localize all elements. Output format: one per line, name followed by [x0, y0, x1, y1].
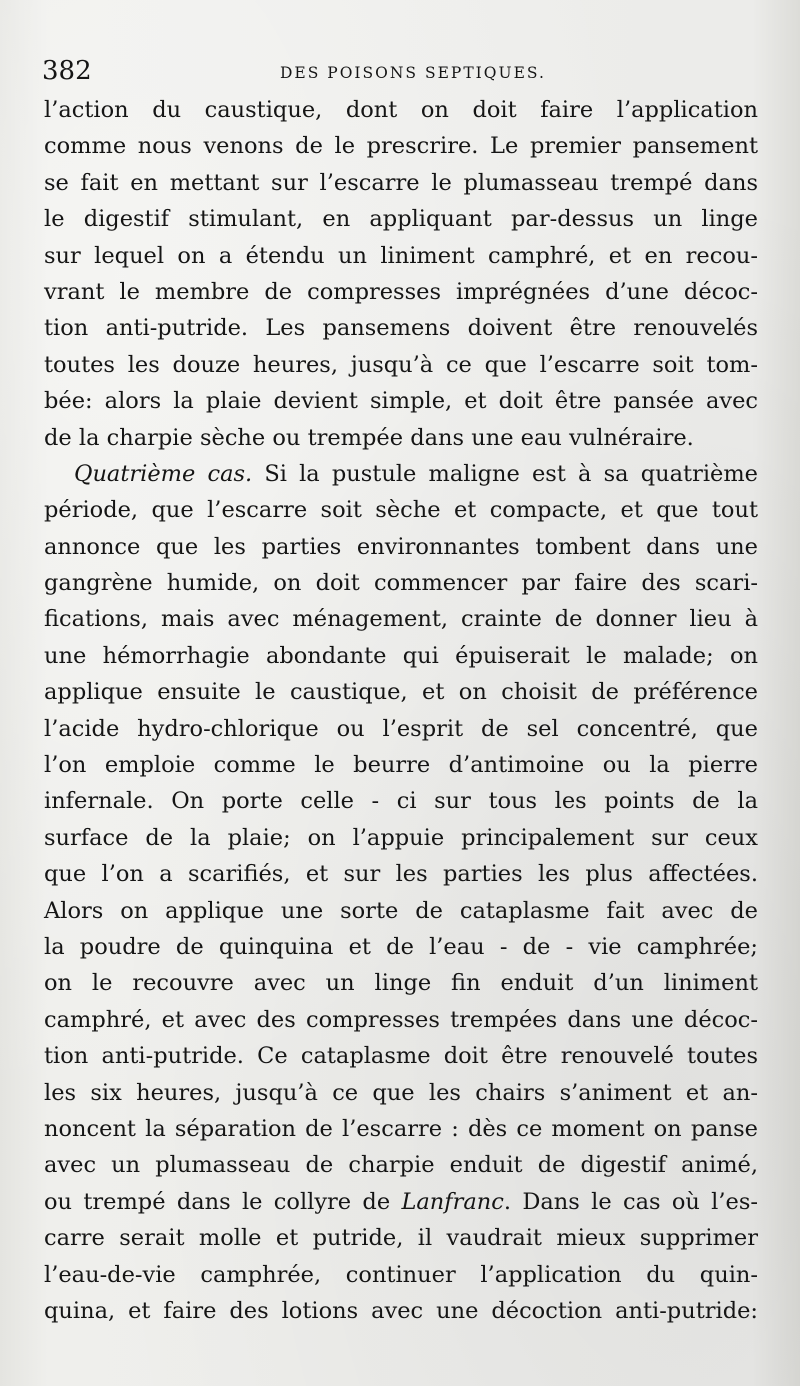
text-line: comme nous venons de le prescrire. Le premier pansement	[44, 133, 758, 160]
paragraph-start-line: Quatrième cas. Si la pustule maligne est à sa quatrième	[74, 460, 758, 487]
text-line: noncent la séparation de l’escarre : dès ce moment on panse	[44, 1115, 758, 1142]
page-header	[42, 54, 758, 94]
text-line: le digestif stimulant, en appliquant par-dessus un linge	[44, 206, 758, 233]
text-line: les six heures, jusqu’à ce que les chairs s’animent et an-	[44, 1079, 758, 1106]
text-line: période, que l’escarre soit sèche et compacte, et que tout	[44, 497, 758, 524]
text-line: quina, et faire des lotions avec une décoction anti-putride:	[44, 1297, 758, 1324]
text-line: tion anti-putride. Ce cataplasme doit être renouvelé toutes	[44, 1043, 758, 1070]
text-line: fications, mais avec ménagement, crainte de donner lieu à	[44, 606, 758, 633]
text-line: gangrène humide, on doit commencer par faire des scari-	[44, 570, 758, 597]
text-line: applique ensuite le caustique, et on choisit de préférence	[44, 679, 758, 706]
section-heading-italic: Quatrième cas.	[74, 460, 253, 487]
body-text	[44, 92, 758, 1329]
text-line: ou trempé dans le collyre de Lanfranc. Dans le cas où l’es-	[44, 1188, 758, 1215]
text-line: camphré, et avec des compresses trempées dans une décoc-	[44, 1006, 758, 1033]
proper-name-italic: Lanfranc	[401, 1188, 504, 1215]
text-line: avec un plumasseau de charpie enduit de digestif animé,	[44, 1152, 758, 1179]
text-line: on le recouvre avec un linge fin enduit d’un liniment	[44, 970, 758, 997]
text-line: infernale. On porte celle - ci sur tous les points de la	[44, 788, 758, 815]
text-line: que l’on a scarifiés, et sur les parties les plus affectées.	[44, 861, 758, 888]
text-line: l’eau-de-vie camphrée, continuer l’application du quin-	[44, 1261, 758, 1288]
text-line: toutes les douze heures, jusqu’à ce que l’escarre soit tom-	[44, 351, 758, 378]
text-line: carre serait molle et putride, il vaudrait mieux supprimer	[44, 1225, 758, 1252]
text-line: sur lequel on a étendu un liniment camphré, et en recou-	[44, 242, 758, 269]
text-line: l’action du caustique, dont on doit faire l’application	[44, 97, 758, 123]
text-line: une hémorrhagie abondante qui épuiserait le malade; on	[44, 642, 758, 669]
text-line: l’acide hydro-chlorique ou l’esprit de sel concentré, que	[44, 715, 758, 742]
page-number: 382	[42, 56, 92, 86]
text-line: se fait en mettant sur l’escarre le plumasseau trempé dans	[44, 169, 758, 196]
text-line: vrant le membre de compresses imprégnées d’une décoc-	[44, 278, 758, 305]
text-line: de la charpie sèche ou trempée dans une eau vulnéraire.	[44, 424, 694, 451]
text-line: Alors on applique une sorte de cataplasme fait avec de	[44, 897, 758, 924]
text-line: surface de la plaie; on l’appuie principalement sur ceux	[44, 824, 758, 851]
text-line: la poudre de quinquina et de l’eau - de - vie camphrée;	[44, 933, 758, 960]
text-line: annonce que les parties environnantes tombent dans une	[44, 533, 758, 560]
running-head: DES POISONS SEPTIQUES.	[280, 64, 546, 82]
text-line: tion anti-putride. Les pansemens doivent être renouvelés	[44, 315, 758, 342]
text-line: bée: alors la plaie devient simple, et doit être pansée avec	[44, 388, 758, 415]
text-line: l’on emploie comme le beurre d’antimoine ou la pierre	[44, 752, 758, 779]
